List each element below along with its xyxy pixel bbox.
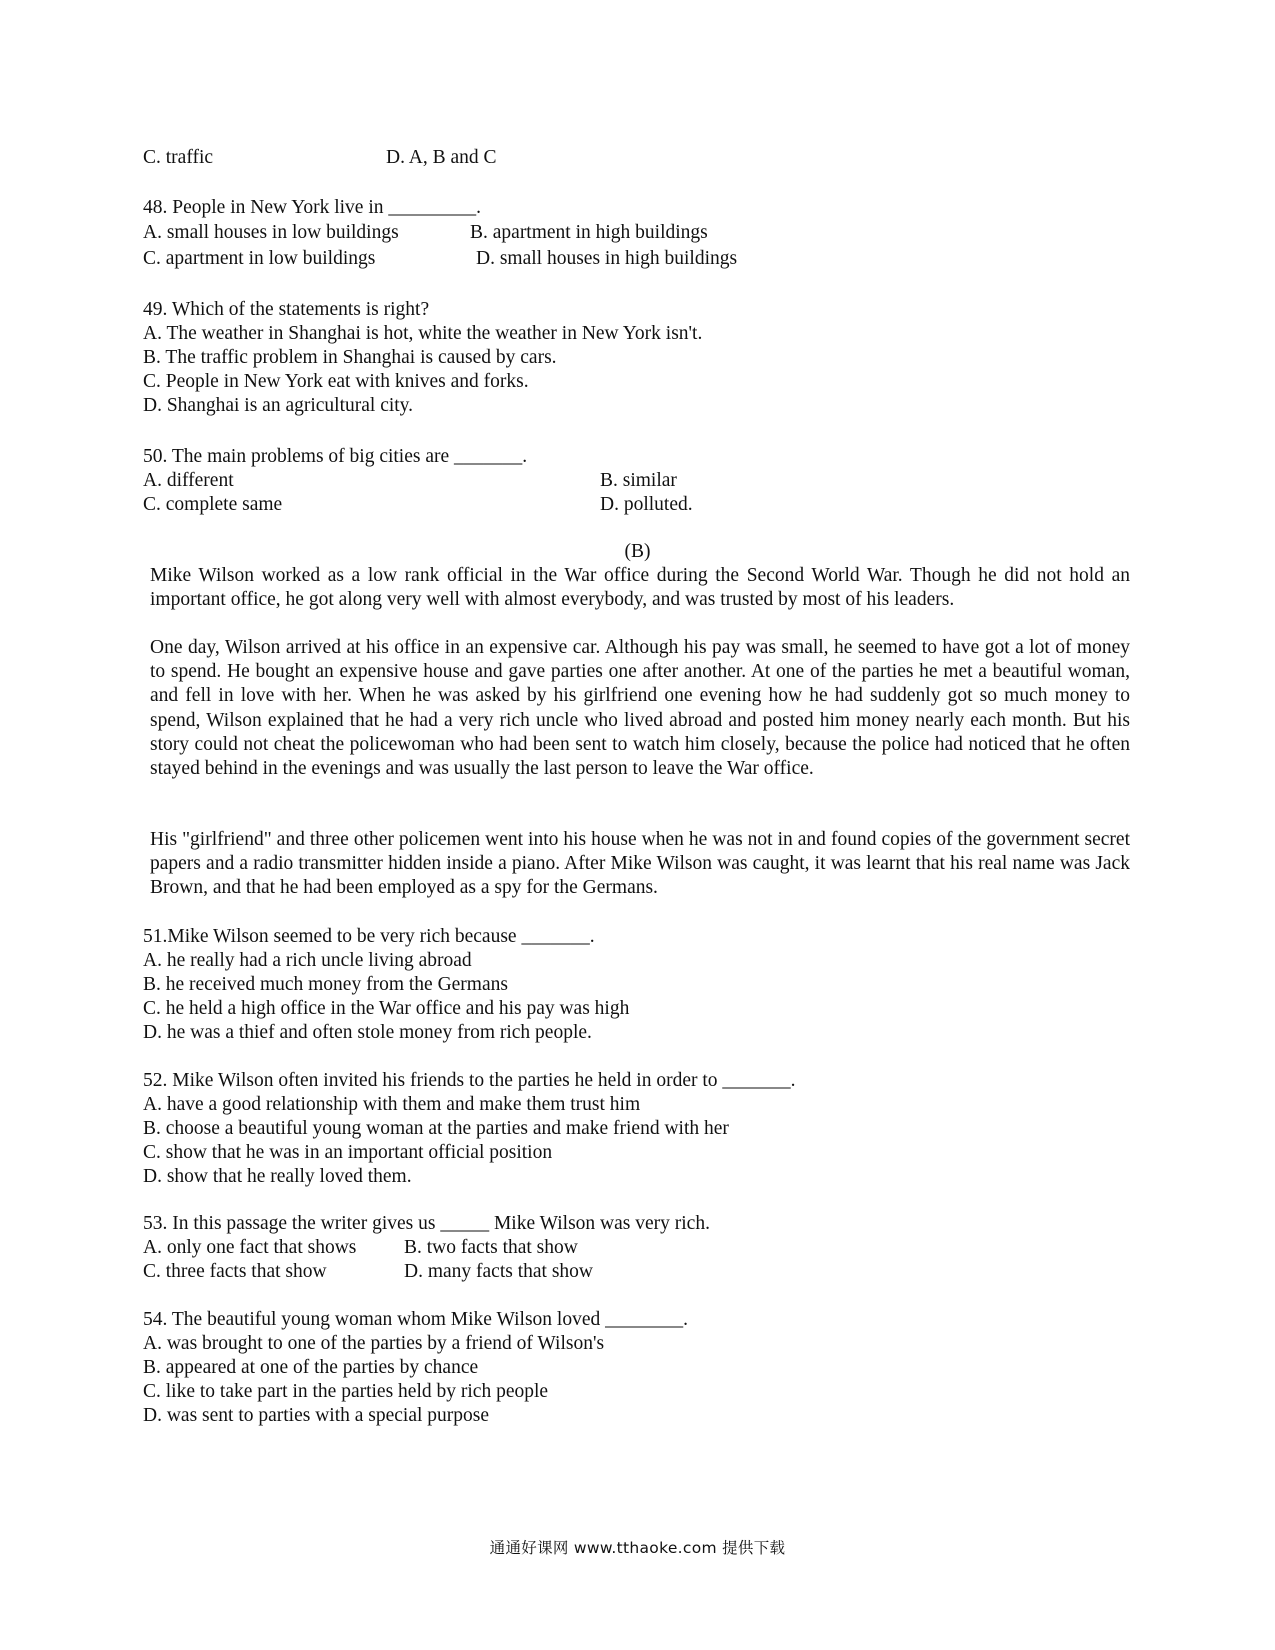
- q51-option-b: B. he received much money from the Germans: [143, 974, 508, 995]
- q50-option-a: A. different: [143, 470, 234, 491]
- q48-option-b: B. apartment in high buildings: [470, 222, 708, 243]
- q50-option-d: D. polluted.: [600, 494, 693, 515]
- passage-paragraph-2: One day, Wilson arrived at his office in an expensive car. Although his pay was small, he seemed to have got a lot of money to spend. He bought an expensive house and gave parties one after another. At one of the parties he met a beautiful woman, and fell in love with her. When he was asked by his girlfriend one evening how he had suddenly got so much money to spend, Wilson explained that he had a very rich uncle who lived abroad and posted him money nearly each month. But his story could not cheat the policewoman who had been sent to watch him closely, because the police had noticed that he often stayed behind in the evenings and was usually the last person to leave the War office.: [150, 637, 1130, 780]
- q49-option-d: D. Shanghai is an agricultural city.: [143, 395, 414, 416]
- q49-option-c: C. People in New York eat with knives and forks.: [143, 371, 529, 392]
- q49-option-b: B. The traffic problem in Shanghai is caused by cars.: [143, 347, 557, 368]
- section-heading: (B): [624, 541, 651, 562]
- page-footer: 通通好课网 www.tthaoke.com 提供下载: [489, 1539, 786, 1557]
- q53-option-c: C. three facts that show: [143, 1261, 327, 1282]
- q54-option-b: B. appeared at one of the parties by chance: [143, 1357, 479, 1378]
- q48-option-c: C. apartment in low buildings: [143, 248, 376, 269]
- q48-option-a: A. small houses in low buildings: [143, 222, 399, 243]
- q52-option-d: D. show that he really loved them.: [143, 1166, 412, 1187]
- q52-option-c: C. show that he was in an important official position: [143, 1142, 553, 1163]
- q51-stem: 51.Mike Wilson seemed to be very rich because _______.: [143, 926, 595, 947]
- q47-option-d: D. A, B and C: [386, 147, 497, 168]
- q51-option-c: C. he held a high office in the War office and his pay was high: [143, 998, 630, 1019]
- q53-option-b: B. two facts that show: [404, 1237, 578, 1258]
- q54-option-d: D. was sent to parties with a special purpose: [143, 1405, 490, 1426]
- q50-option-b: B. similar: [600, 470, 677, 491]
- q49-option-a: A. The weather in Shanghai is hot, white the weather in New York isn't.: [143, 323, 703, 344]
- q53-option-a: A. only one fact that shows: [143, 1237, 357, 1258]
- q52-option-a: A. have a good relationship with them and make them trust him: [143, 1094, 641, 1115]
- q48-option-d: D. small houses in high buildings: [476, 248, 738, 269]
- q54-option-c: C. like to take part in the parties held by rich people: [143, 1381, 549, 1402]
- q49-stem: 49. Which of the statements is right?: [143, 299, 430, 320]
- q54-option-a: A. was brought to one of the parties by a friend of Wilson's: [143, 1333, 605, 1354]
- q48-stem: 48. People in New York live in _________.: [143, 197, 481, 218]
- q52-option-b: B. choose a beautiful young woman at the parties and make friend with her: [143, 1118, 729, 1139]
- passage-paragraph-1: Mike Wilson worked as a low rank official in the War office during the Second World War. Though he did not hold an important office, he got along very well with almost everybody, and was trusted by most of his leaders.: [150, 565, 1130, 611]
- q53-option-d: D. many facts that show: [404, 1261, 594, 1282]
- q47-option-c: C. traffic: [143, 147, 214, 168]
- passage-paragraph-3: His "girlfriend" and three other policemen went into his house when he was not in and found copies of the government secret papers and a radio transmitter hidden inside a piano. After Mike Wilson was caught, it was learnt that his real name was Jack Brown, and that he had been employed as a spy for the Germans.: [150, 829, 1130, 899]
- q51-option-d: D. he was a thief and often stole money from rich people.: [143, 1022, 592, 1043]
- q50-option-c: C. complete same: [143, 494, 283, 515]
- q50-stem: 50. The main problems of big cities are _______.: [143, 446, 528, 467]
- q53-stem: 53. In this passage the writer gives us _____ Mike Wilson was very rich.: [143, 1213, 710, 1234]
- q52-stem: 52. Mike Wilson often invited his friends to the parties he held in order to _______.: [143, 1070, 796, 1091]
- q51-option-a: A. he really had a rich uncle living abroad: [143, 950, 472, 971]
- q54-stem: 54. The beautiful young woman whom Mike Wilson loved ________.: [143, 1309, 688, 1330]
